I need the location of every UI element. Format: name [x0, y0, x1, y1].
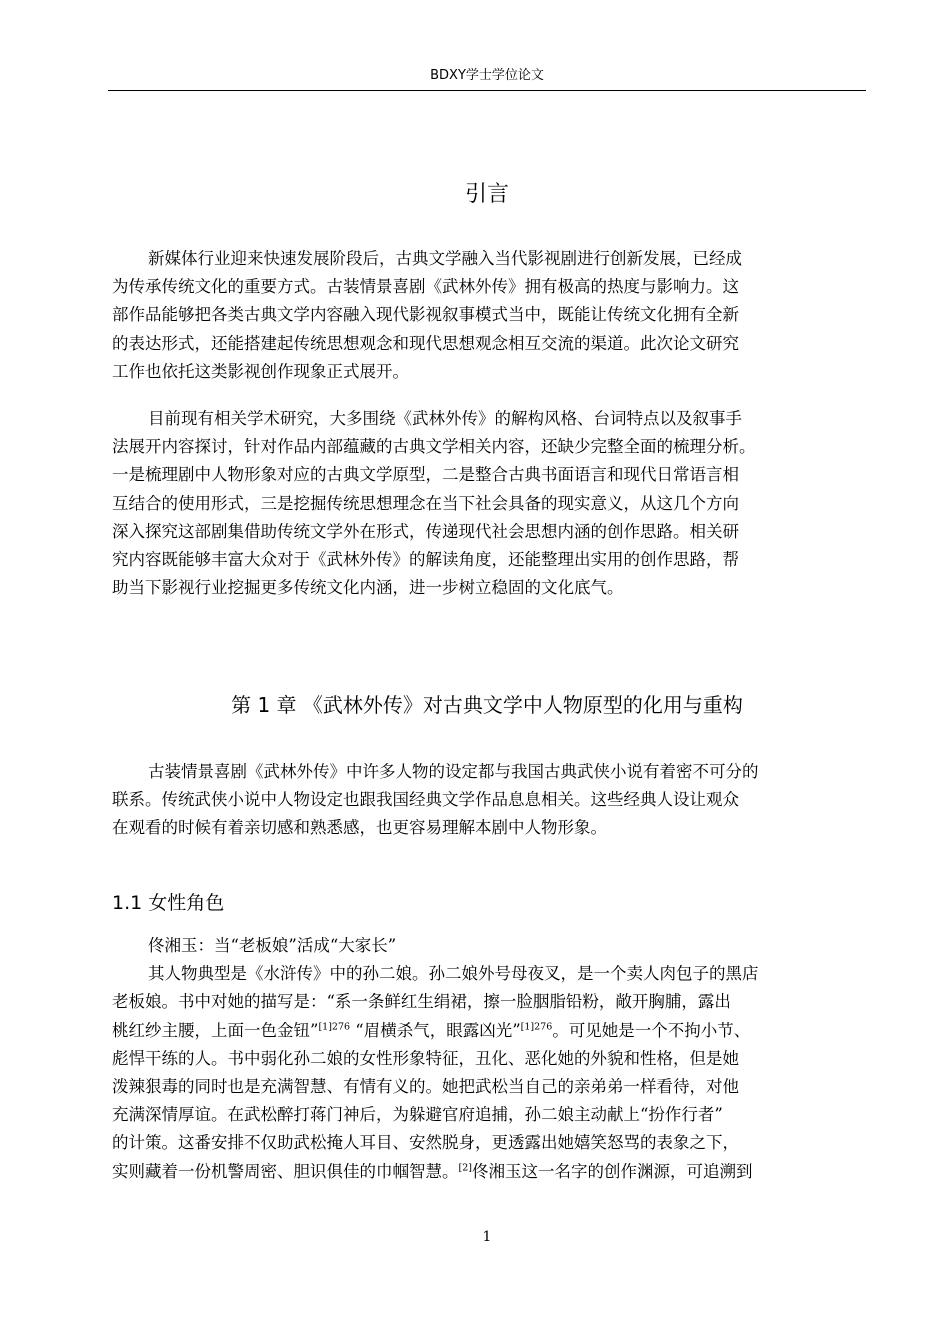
body-text: 佟湘玉这一名字的创作渊源，可追溯到 [471, 1161, 753, 1181]
text-line [112, 1158, 866, 1186]
text-line: 老板娘。书中对她的描写是：“系一条鲜红生绢裙，擦一脸胭脂铅粉，敞开胸脯，露出 [112, 992, 731, 1012]
chapter-paragraph-1 [112, 758, 866, 843]
text-line: 互结合的使用形式，三是挖掘传统思想理念在当下社会具备的现实意义，从这几个方向 [112, 493, 739, 513]
text-line: 究内容既能够丰富大众对于《武林外传》的解读角度，还能整理出实用的创作思路，帮 [112, 550, 739, 570]
text-line: 法展开内容探讨，针对作品内部蕴藏的古典文学相关内容，还缺少完整全面的梳理分析。 [112, 437, 756, 457]
citation-marker[interactable]: [1]276 [520, 1021, 553, 1033]
body-text: 实则藏着一份机警周密、胆识俱佳的巾帼智慧。 [112, 1161, 459, 1181]
text-line: 新媒体行业迎来快速发展阶段后，古典文学融入当代影视剧进行创新发展，已经成 [148, 249, 742, 268]
section-heading: 1.1 女性角色 [112, 892, 225, 914]
quote-text: “眉横杀气，眼露凶光” [355, 1020, 521, 1040]
body-text: 。可见她是一个不拘小节、 [552, 1020, 751, 1040]
intro-paragraph-1 [112, 245, 866, 386]
page-number: 1 [482, 1229, 492, 1245]
intro-heading: 引言 [464, 182, 509, 207]
text-line: 古装情景喜剧《武林外传》中许多人物的设定都与我国古典武侠小说有着密不可分的 [148, 762, 759, 781]
citation-marker[interactable]: [2] [458, 1162, 472, 1174]
text-line: 泼辣狠毒的同时也是充满智慧、有情有义的。她把武松当自己的亲弟弟一样看待，对他 [112, 1077, 739, 1097]
text-line: 助当下影视行业挖掘更多传统文化内涵，进一步树立稳固的文化底气。 [112, 578, 624, 598]
text-line: 其人物典型是《水浒传》中的孙二娘。孙二娘外号母夜叉，是一个卖人肉包子的黑店 [148, 964, 759, 984]
text-line: 为传承传统文化的重要方式。古装情景喜剧《武林外传》拥有极高的热度与影响力。这 [112, 277, 739, 297]
section-paragraph [112, 932, 866, 1186]
chapter-heading: 第 1 章 《武林外传》对古典文学中人物原型的化用与重构 [231, 693, 743, 717]
text-line: 的计策。这番安排不仅助武松掩人耳目、安然脱身，更透露出她嬉笑怒骂的表象之下， [112, 1133, 739, 1153]
running-header: BDXY学士学位论文 [430, 68, 544, 83]
citation-marker[interactable]: [1]276 [318, 1021, 351, 1033]
text-line: 目前现有相关学术研究，大多围绕《武林外传》的解构风格、台词特点以及叙事手 [148, 409, 742, 428]
quote-text: 桃红纱主腰，上面一色金钮” [112, 1020, 319, 1040]
header-rule [108, 90, 866, 91]
text-line: 部作品能够把各类古典文学内容融入现代影视叙事模式当中，既能让传统文化拥有全新 [112, 305, 739, 325]
text-line: 充满深情厚谊。在武松醉打蒋门神后，为躲避官府追捕，孙二娘主动献上“扮作行者” [112, 1105, 723, 1125]
text-line: 在观看的时候有着亲切感和熟悉感，也更容易理解本剧中人物形象。 [112, 818, 607, 838]
text-line: 一是梳理剧中人物形象对应的古典文学原型，二是整合古典书面语言和现代日常语言相 [112, 465, 739, 485]
text-line: 深入探究这部剧集借助传统文学外在形式，传递现代社会思想内涵的创作思路。相关研 [112, 521, 739, 541]
text-line: 联系。传统武侠小说中人物设定也跟我国经典文学作品息息相关。这些经典人设让观众 [112, 790, 739, 810]
text-line: 工作也依托这类影视创作现象正式展开。 [112, 361, 409, 381]
text-line: 彪悍干练的人。书中弱化孙二娘的女性形象特征，丑化、恶化她的外貌和性格，但是她 [112, 1048, 739, 1068]
text-line [112, 1017, 866, 1045]
text-line: 的表达形式，还能搭建起传统思想观念和现代思想观念相互交流的渠道。此次论文研究 [112, 333, 739, 353]
character-subtitle: 佟湘玉：当“老板娘”活成“大家长” [148, 936, 397, 955]
intro-paragraph-2 [112, 405, 866, 602]
